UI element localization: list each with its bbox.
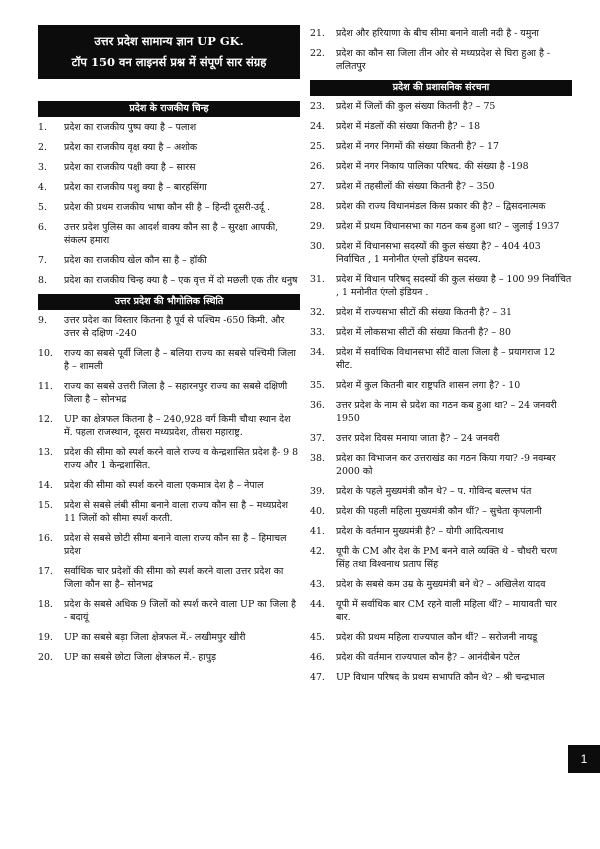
- item-text: प्रदेश से सबसे छोटी सीमा बनाने वाला राज्य कौन सा है – हिमाचल प्रदेश: [64, 533, 287, 557]
- item-number: 7.: [38, 255, 47, 266]
- list-item: [38, 598, 300, 624]
- item-number: 3.: [38, 162, 47, 173]
- item-text: प्रदेश की राज्य विधानमंडल किस प्रकार की है? – द्विसदनात्मक: [336, 201, 546, 212]
- item-number: 41.: [310, 526, 325, 537]
- item-number: 11.: [38, 381, 53, 392]
- item-number: 15.: [38, 500, 53, 511]
- list-item: [310, 240, 572, 266]
- item-text: प्रदेश का राजकीय पशु क्या है – बारहसिंगा: [64, 182, 207, 193]
- item-number: 28.: [310, 201, 325, 212]
- item-text: UP का सबसे छोटा जिला क्षेत्रफल में.- हापुड़: [64, 652, 217, 663]
- list-item: [38, 181, 300, 194]
- list-item: [38, 380, 300, 406]
- item-number: 36.: [310, 400, 325, 411]
- document-subtitle: टॉप 150 वन लाइनर्स प्रश्न में संपूर्ण सार संग्रह: [71, 55, 267, 69]
- item-number: 18.: [38, 599, 53, 610]
- list-item: [38, 121, 300, 134]
- item-text: प्रदेश की प्रथम राजकीय भाषा कौन सी है – हिन्दी दूसरी-उर्दू .: [64, 202, 270, 213]
- item-number: 10.: [38, 348, 53, 359]
- item-text: उत्तर प्रदेश दिवस मनाया जाता है? – 24 जनवरी: [336, 433, 500, 444]
- list-item: [310, 671, 572, 684]
- list-item: [38, 314, 300, 340]
- list-item: [38, 161, 300, 174]
- item-number: 9.: [38, 315, 47, 326]
- item-number: 34.: [310, 347, 325, 358]
- list-item: [38, 347, 300, 373]
- item-number: 42.: [310, 546, 325, 557]
- list-item: [310, 100, 572, 113]
- list-item: [310, 399, 572, 425]
- list-item: [310, 220, 572, 233]
- item-text: प्रदेश से सबसे लंबी सीमा बनाने वाला राज्य कौन सा है – मध्यप्रदेश 11 जिलों को सीमा स्पर्श करती.: [64, 500, 288, 524]
- item-number: 25.: [310, 141, 325, 152]
- list-item: [310, 160, 572, 173]
- item-number: 13.: [38, 447, 53, 458]
- item-number: 23.: [310, 101, 325, 112]
- list-item: [38, 565, 300, 591]
- item-number: 26.: [310, 161, 325, 172]
- item-number: 35.: [310, 380, 325, 391]
- item-number: 6.: [38, 222, 47, 233]
- item-number: 40.: [310, 506, 325, 517]
- item-text: प्रदेश के सबसे कम उम्र के मुख्यमंत्री बने थे? – अखिलेश यादव: [336, 579, 546, 590]
- list-item: [38, 479, 300, 492]
- item-number: 1.: [38, 122, 47, 133]
- item-text: प्रदेश में राज्यसभा सीटों की संख्या कितनी है? – 31: [336, 307, 512, 318]
- item-text: प्रदेश की वर्तमान राज्यपाल कौन है? – आनंदीबेन पटेल: [336, 652, 520, 663]
- item-text: यूपी के CM और देश के PM बनने वाले व्यक्ति थे - चौधरी चरण सिंह तथा विश्वनाथ प्रताप सिंह: [336, 546, 558, 570]
- list-item: [38, 141, 300, 154]
- item-text: प्रदेश का राजकीय पुष्प क्या है – पलाश: [64, 122, 197, 133]
- list-item: [310, 27, 572, 40]
- item-text: प्रदेश का राजकीय चिन्ह क्या है – एक वृत्त में दो मछली एक तीर धनुष: [64, 275, 298, 286]
- item-text: UP का सबसे बड़ा जिला क्षेत्रफल में.- लखीमपुर खीरी: [64, 632, 246, 643]
- right-column: [310, 27, 572, 691]
- list-item: [310, 346, 572, 372]
- item-number: 4.: [38, 182, 47, 193]
- item-text: प्रदेश के सबसे अधिक 9 जिलों को स्पर्श करने वाला UP का जिला है - बदायूं: [64, 599, 296, 623]
- item-text: प्रदेश के पहले मुख्यमंत्री कौन थे? – प. गोविन्द बल्लभ पंत: [336, 486, 532, 497]
- list-item: [310, 140, 572, 153]
- item-text: प्रदेश में प्रथम विधानसभा का गठन कब हुआ था? – जुलाई 1937: [336, 221, 560, 232]
- item-text: यूपी में सर्वाधिक बार CM रहने वाली महिला थीं? – मायावती चार बार.: [336, 599, 557, 623]
- item-text: प्रदेश के वर्तमान मुख्यमंत्री है? – योगी आदित्यनाथ: [336, 526, 504, 537]
- list-item: [310, 47, 572, 73]
- item-number: 14.: [38, 480, 53, 491]
- list-item: [310, 505, 572, 518]
- item-text: उत्तर प्रदेश का विस्तार कितना है पूर्व से पश्चिम -650 किमी. और उत्तर से दक्षिण -240: [64, 315, 285, 339]
- item-number: 12.: [38, 414, 53, 425]
- state-symbols-list: [38, 121, 300, 287]
- item-number: 8.: [38, 275, 47, 286]
- section-header-state-symbols: प्रदेश के राजकीय चिन्ह: [38, 101, 300, 117]
- item-text: राज्य का सबसे उत्तरी जिला है – सहारनपुर राज्य का सबसे दक्षिणी जिला है – सोनभद्र: [64, 381, 288, 405]
- item-text: प्रदेश का राजकीय खेल कौन सा है – हॉकी: [64, 255, 207, 266]
- list-item: [310, 200, 572, 213]
- border-facts-list: [310, 27, 572, 73]
- item-number: 16.: [38, 533, 53, 544]
- item-text: प्रदेश और हरियाणा के बीच सीमा बनाने वाली नदी है - यमुना: [336, 28, 539, 39]
- list-item: [38, 651, 300, 664]
- item-text: प्रदेश में तहसीलों की संख्या कितनी है? – 350: [336, 181, 495, 192]
- item-number: 5.: [38, 202, 47, 213]
- list-item: [310, 326, 572, 339]
- list-item: [310, 180, 572, 193]
- item-text: प्रदेश का कौन सा जिला तीन ओर से मध्यप्रदेश से घिरा हुआ है - ललितपुर: [336, 48, 551, 72]
- list-item: [310, 485, 572, 498]
- item-number: 46.: [310, 652, 325, 663]
- item-number: 22.: [310, 48, 325, 59]
- item-text: राज्य का सबसे पूर्वी जिला है – बलिया राज्य का सबसे पश्चिमी जिला है – शामली: [64, 348, 296, 372]
- item-number: 47.: [310, 672, 325, 683]
- item-text: प्रदेश का राजकीय वृक्ष क्या है – अशोक: [64, 142, 198, 153]
- list-item: [310, 120, 572, 133]
- item-text: प्रदेश का राजकीय पक्षी क्या है – सारस: [64, 162, 196, 173]
- list-item: [310, 545, 572, 571]
- list-item: [38, 499, 300, 525]
- list-item: [310, 273, 572, 299]
- item-number: 29.: [310, 221, 325, 232]
- item-number: 44.: [310, 599, 325, 610]
- item-number: 20.: [38, 652, 53, 663]
- list-item: [310, 598, 572, 624]
- document-title-box: [38, 25, 300, 79]
- list-item: [310, 452, 572, 478]
- item-text: UP का क्षेत्रफल कितना है – 240,928 वर्ग किमी चौथा स्थान देश में. पहला राजस्थान, दूसरा मध्यप्रदेश, तीसरा महाराष्ट्र.: [64, 414, 291, 438]
- item-number: 37.: [310, 433, 325, 444]
- item-text: प्रदेश की प्रथम महिला राज्यपाल कौन थीं? – सरोजनी नायडू: [336, 632, 538, 643]
- geography-list: [38, 314, 300, 664]
- list-item: [38, 631, 300, 644]
- section-header-administration: प्रदेश की प्रशासनिक संरचना: [310, 80, 572, 96]
- page-number: 1: [568, 745, 600, 773]
- list-item: [310, 525, 572, 538]
- document-title: उत्तर प्रदेश सामान्य ज्ञान UP GK.: [94, 34, 244, 48]
- item-text: प्रदेश में विधान परिषद् सदस्यों की कुल संख्या है – 100 99 निर्वाचित , 1 मनोनीत एंग्लो इंडियन .: [336, 274, 572, 298]
- item-number: 30.: [310, 241, 325, 252]
- list-item: [310, 379, 572, 392]
- item-text: प्रदेश में नगर निकाय पालिका परिषद. की संख्या है -198: [336, 161, 529, 172]
- list-item: [310, 306, 572, 319]
- item-text: सर्वाधिक चार प्रदेशों की सीमा को स्पर्श करने वाला उत्तर प्रदेश का जिला कौन सा है– सोनभद्र: [64, 566, 284, 590]
- item-text: प्रदेश का विभाजन कर उत्तराखंड का गठन किया गया? -9 नवम्बर 2000 को: [336, 453, 556, 477]
- item-text: प्रदेश में लोकसभा सीटों की संख्या कितनी है? – 80: [336, 327, 511, 338]
- item-number: 38.: [310, 453, 325, 464]
- item-text: प्रदेश में सर्वाधिक विधानसभा सीटें वाला जिला है – प्रयागराज 12 सीट.: [336, 347, 556, 371]
- list-item: [310, 631, 572, 644]
- list-item: [310, 651, 572, 664]
- item-number: 21.: [310, 28, 325, 39]
- section-header-geography: उत्तर प्रदेश की भौगोलिक स्थिति: [38, 294, 300, 310]
- item-text: प्रदेश की सीमा को स्पर्श करने वाला एकमात्र देश है – नेपाल: [64, 480, 264, 491]
- item-number: 17.: [38, 566, 53, 577]
- item-text: प्रदेश की सीमा को स्पर्श करने वाले राज्य व केन्द्रशासित प्रदेश है- 9 8 राज्य और 1 केन्द्रशासित.: [64, 447, 299, 471]
- item-text: प्रदेश में कुल कितनी बार राष्ट्रपति शासन लगा है? - 10: [336, 380, 521, 391]
- item-text: प्रदेश में जिलों की कुल संख्या कितनी है? – 75: [336, 101, 496, 112]
- item-text: प्रदेश की पहली महिला मुख्यमंत्री कौन थीं? – सुचेता कृपलानी: [336, 506, 542, 517]
- item-number: 27.: [310, 181, 325, 192]
- list-item: [310, 432, 572, 445]
- list-item: [38, 254, 300, 267]
- item-text: प्रदेश में विधानसभा सदस्यों की कुल संख्या है? – 404 403 निर्वाचित , 1 मनोनीत एंग्लो इंडियन सदस्य.: [336, 241, 541, 265]
- item-number: 33.: [310, 327, 325, 338]
- left-column: [38, 95, 300, 671]
- item-text: प्रदेश में नगर निगमों की संख्या कितनी है? – 17: [336, 141, 499, 152]
- item-text: प्रदेश में मंडलों की संख्या कितनी है? – 18: [336, 121, 481, 132]
- list-item: [38, 274, 300, 287]
- list-item: [38, 201, 300, 214]
- item-number: 45.: [310, 632, 325, 643]
- list-item: [38, 221, 300, 247]
- item-text: UP विधान परिषद के प्रथम सभापति कौन थे? – श्री चन्द्रभाल: [336, 672, 545, 683]
- item-number: 32.: [310, 307, 325, 318]
- item-number: 43.: [310, 579, 325, 590]
- item-number: 19.: [38, 632, 53, 643]
- administration-list: [310, 100, 572, 684]
- list-item: [38, 446, 300, 472]
- item-number: 2.: [38, 142, 47, 153]
- item-text: उत्तर प्रदेश पुलिस का आदर्श वाक्य कौन सा है – सुरक्षा आपकी, संकल्प हमारा: [64, 222, 279, 246]
- list-item: [310, 578, 572, 591]
- item-number: 24.: [310, 121, 325, 132]
- item-text: उत्तर प्रदेश के नाम से प्रदेश का गठन कब हुआ था? – 24 जनवरी 1950: [336, 400, 557, 424]
- list-item: [38, 532, 300, 558]
- item-number: 39.: [310, 486, 325, 497]
- item-number: 31.: [310, 274, 325, 285]
- list-item: [38, 413, 300, 439]
